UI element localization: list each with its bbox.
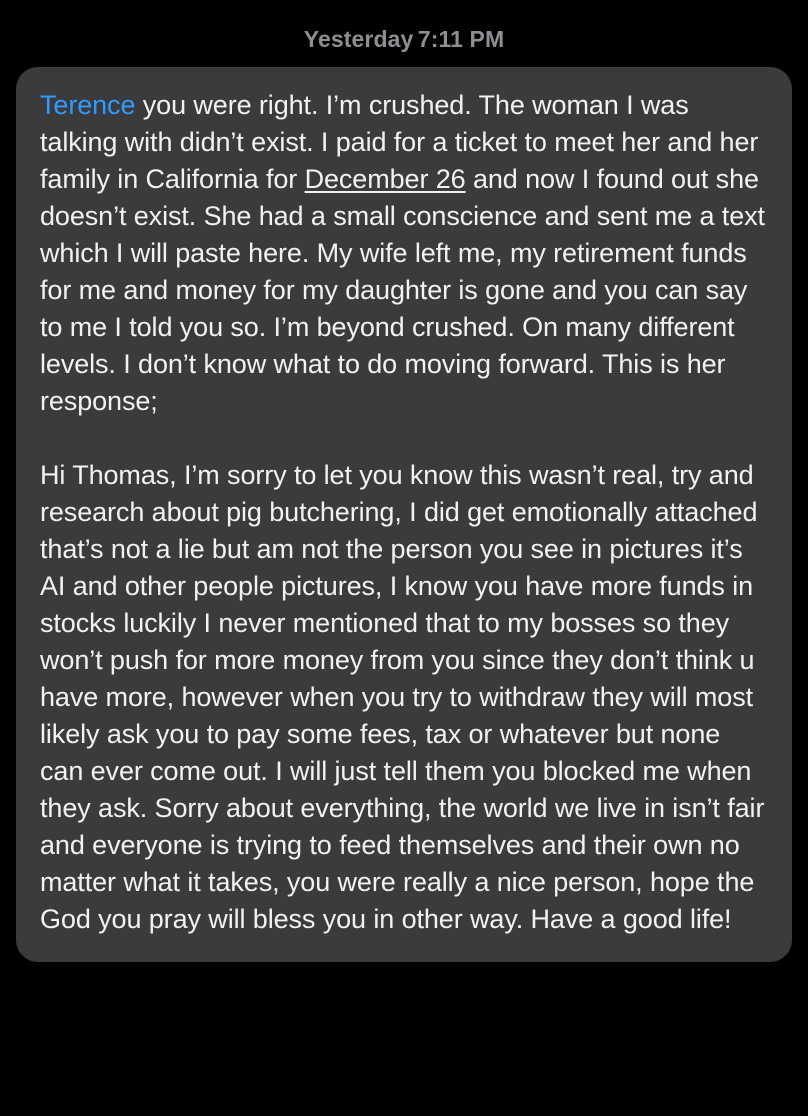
paragraph-1-text-before-link: you were right. I’m crushed. The woman I was talking with didn’t exist. I paid for a ticket to meet her and her family in California for [40,90,759,194]
timestamp-time: 7:11 PM [417,26,505,52]
message-timestamp-row [0,0,808,67]
date-detected-link[interactable]: December 26 [304,164,466,194]
incoming-message-bubble[interactable] [16,67,792,962]
message-paragraph-1 [40,87,768,420]
message-paragraph-2: Hi Thomas, I’m sorry to let you know this wasn’t real, try and research about pig butchering, I did get emotionally attached that’s not a lie but am not the person you see in pictures it’s AI and other people pictures, I know you have more funds in stocks luckily I never mentioned that to my bosses so they won’t push for more money from you since they don’t think u have more, however when you try to withdraw they will most likely ask you to pay some fees, tax or whatever but none can ever come out. I will just tell them you blocked me when they ask. Sorry about everything, the world we live in isn’t fair and everyone is trying to feed themselves and their own no matter what it takes, you were really a nice person, hope the God you pray will bless you in other way. Have a good life! [40,460,765,934]
message-bubble-container [0,67,808,962]
timestamp-day: Yesterday [303,26,414,52]
paragraph-1-text-after-link: and now I found out she doesn’t exist. She had a small conscience and sent me a text which I will paste here. My wife left me, my retirement funds for me and money for my daughter is gone and you can say to me I told you so. I’m beyond crushed. On many different levels. I don’t know what to do moving forward. This is her response; [40,164,765,416]
mention-link[interactable]: Terence [40,90,136,120]
